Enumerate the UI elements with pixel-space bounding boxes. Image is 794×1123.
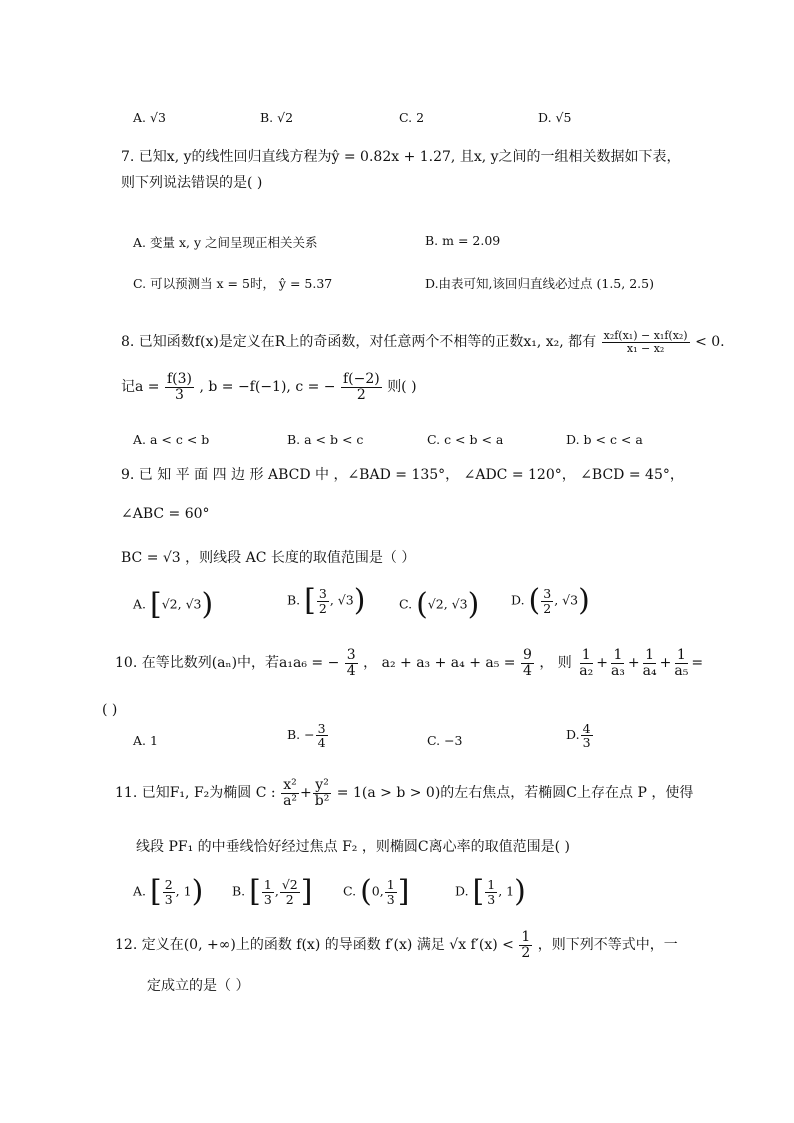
q8-fraction-denominator: x₁ − x₂ — [626, 341, 665, 355]
q11-option-b: B. [ $\frac{1}{3}$ , $\frac{√2}{2}$ ] — [232, 874, 313, 909]
q10-option-b-label: B. − — [287, 727, 315, 743]
q8-tail: < 0. — [695, 334, 725, 351]
q11-tail: = 1(a > b > 0)的左右焦点，若椭圆C上存在点 P ，使得 — [336, 785, 694, 802]
q10-option-c: C. −3 — [427, 733, 463, 748]
q11-option-b-label: B. — [232, 883, 246, 899]
q11-option-a-denominator: 3 — [164, 891, 173, 907]
q11-option-d-rest: , 1 — [498, 883, 515, 899]
q10-option-d-numerator: 4 — [582, 721, 591, 736]
q9-option-b-label: B. — [287, 592, 301, 608]
q9-option-a-value: √2, √3 — [161, 596, 202, 612]
q10-sum-term-3-denominator: a₄ — [642, 662, 657, 679]
q10-sum-term-1 — [577, 648, 595, 678]
q11-option-c-prefix: 0, — [371, 883, 384, 899]
q9-option-b-denominator: 2 — [318, 600, 327, 616]
q9-option-d-numerator: 3 — [543, 586, 552, 602]
q11-option-b-denominator-1: 3 — [263, 891, 272, 907]
q9-option-c-value: √2, √3 — [427, 596, 468, 612]
q10-option-d-denominator: 3 — [582, 735, 591, 751]
q9-stem-line2: ∠ABC = 60° — [121, 506, 210, 522]
q11-option-c-label: C. — [343, 883, 357, 899]
q10-stem-line1: 10. 在等比数列(aₙ)中，若a₁a₆ = − $\frac{3}{4}$ ， a₂ + a₃ + a₄ + a₅ = $\frac{9}{4}$ ， 则 $\frac{1}{\text{a₂}}$ + $\frac{1}{\text{a₃}}$ + $\frac{1}{\text{a₄}}$ + $\frac{1}{\text{a₅}}$ = — [115, 647, 704, 679]
q8-lead: 8. 已知函数f(x)是定义在R上的奇函数，对任意两个不相等的正数x₁, x₂, 都有 — [121, 334, 597, 351]
q8-a-numerator: f(3) — [166, 371, 192, 387]
q8-option-a: A. a < c < b — [133, 432, 210, 447]
q7-option-b: B. m = 2.09 — [425, 233, 501, 248]
q9-option-b-numerator: 3 — [318, 586, 327, 602]
q10-sum-term-3 — [641, 648, 659, 678]
q11-option-c-numerator: 1 — [386, 877, 395, 893]
q7-stem-line1: 7. 已知x, y的线性回归直线方程为ŷ = 0.82x + 1.27, 且x, y之间的一组相关数据如下表， — [121, 149, 681, 165]
q10-option-b-fraction — [316, 722, 328, 749]
q11-x-denominator: a² — [283, 792, 298, 809]
q8-answer-paren: 则( ) — [387, 379, 417, 396]
left-paren-icon: ( — [416, 587, 428, 622]
q11-y-term — [313, 778, 332, 808]
right-paren-icon: ) — [514, 874, 526, 909]
q9-option-b-value: , √3 — [329, 592, 354, 608]
q12-fraction-denominator: 2 — [521, 944, 531, 961]
q8-condition-fraction — [602, 330, 690, 354]
q11-option-b-numerator-2: √2 — [281, 877, 298, 893]
q8-option-b: B. a < b < c — [287, 432, 364, 447]
q7-option-a: A. 变量 x, y 之间呈现正相关关系 — [133, 235, 318, 250]
q9-option-c-label: C. — [399, 596, 413, 612]
left-paren-icon: ( — [528, 583, 541, 618]
q10-option-d-fraction — [581, 722, 593, 749]
q10-sum-term-2-denominator: a₃ — [610, 662, 625, 679]
q10-answer-paren: ( ) — [102, 702, 118, 718]
q11-option-b-fraction-1 — [262, 878, 274, 905]
q10-fraction-1-numerator: 3 — [346, 647, 356, 663]
q10-fraction-2 — [521, 648, 534, 678]
left-bracket-icon: [ — [249, 874, 261, 909]
right-bracket-icon: ] — [300, 874, 313, 909]
q6-option-c: C. 2 — [399, 110, 425, 125]
q11-option-c — [343, 874, 410, 909]
left-paren-icon: ( — [360, 874, 372, 909]
q8-c-denominator: 2 — [356, 386, 366, 403]
q11-option-a-fraction — [163, 878, 175, 905]
q11-plus: + — [300, 785, 312, 802]
q11-option-d-numerator: 1 — [487, 877, 496, 893]
q11-y-denominator: b² — [314, 792, 330, 809]
left-bracket-icon: [ — [472, 874, 485, 909]
q10-fraction-2-numerator: 9 — [522, 647, 532, 663]
q10-sum-term-3-numerator: 1 — [645, 647, 655, 663]
q10-option-b — [287, 722, 329, 749]
q8-option-d: D. b < c < a — [566, 432, 643, 447]
q11-option-a-numerator: 2 — [164, 877, 173, 893]
q10-tail: ， 则 — [539, 655, 572, 672]
q10-option-a: A. 1 — [133, 733, 158, 748]
q10-fraction-1-denominator: 4 — [346, 662, 356, 679]
q9-option-a — [133, 587, 214, 622]
q8-option-c: C. c < b < a — [427, 432, 504, 447]
q12-fraction-numerator: 1 — [521, 929, 531, 945]
q8-stem-line2 — [121, 372, 417, 402]
q11-option-d-label: D. — [455, 883, 469, 899]
q7-stem-line2: 则下列说法错误的是( ) — [121, 175, 263, 191]
q11-option-a-rest: , 1 — [175, 883, 192, 899]
q9-option-b-fraction — [317, 587, 329, 614]
q8-fraction-numerator: x₂f(x₁) − x₁f(x₂) — [603, 329, 688, 342]
q11-option-d-fraction — [485, 878, 497, 905]
q12-fraction — [519, 930, 532, 960]
q9-option-a-label: A. — [133, 596, 147, 612]
q10-sum-term-1-numerator: 1 — [581, 647, 591, 663]
q11-stem-line1 — [115, 778, 693, 808]
q8-c-numerator: f(−2) — [342, 371, 380, 387]
right-paren-icon: ) — [353, 583, 366, 618]
q6-option-b: B. √2 — [260, 110, 294, 125]
q11-lead: 11. 已知F₁, F₂为椭圆 C : — [115, 785, 276, 802]
q12-lead: 12. 定义在(0, +∞)上的函数 f(x) 的导函数 f′(x) 满足 √x f′(x) < — [115, 937, 514, 954]
q8-def-bc: , b = −f(−1), c = − — [199, 379, 336, 396]
q10-option-d — [566, 722, 594, 749]
q10-middle: ， a₂ + a₃ + a₄ + a₅ = — [363, 655, 516, 672]
q6-option-d: D. √5 — [538, 110, 572, 125]
q9-option-d-fraction — [541, 587, 553, 614]
q11-option-c-fraction — [385, 878, 397, 905]
q9-option-d-label: D. — [511, 592, 525, 608]
q10-sum-term-2-numerator: 1 — [613, 647, 623, 663]
q10-sum-term-4-denominator: a₅ — [674, 662, 689, 679]
q11-x-term — [281, 778, 299, 808]
q8-c-fraction — [341, 372, 382, 402]
q9-option-b — [287, 583, 366, 618]
q8-def-a: 记a = — [121, 379, 160, 396]
right-bracket-icon: ] — [397, 874, 410, 909]
q8-a-fraction — [165, 372, 194, 402]
q11-option-b-denominator-2: 2 — [285, 891, 294, 907]
q10-sum-term-4 — [672, 648, 690, 678]
q7-option-c: C. 可以预测当 x = 5时， ŷ = 5.37 — [133, 276, 333, 291]
q9-option-c — [399, 587, 480, 622]
right-paren-icon: ) — [201, 587, 214, 622]
q8-a-denominator: 3 — [175, 386, 184, 403]
q12-tail: ，则下列不等式中，一 — [537, 937, 678, 954]
q9-stem-line1: 9. 已 知 平 面 四 边 形 ABCD 中 ，∠BAD = 135°， ∠ADC = 120°， ∠BCD = 45°， — [121, 467, 684, 483]
q10-option-d-label: D. — [566, 727, 580, 743]
q8-stem-line1 — [121, 330, 725, 354]
q10-fraction-1 — [345, 648, 358, 678]
q10-option-b-denominator: 4 — [317, 735, 326, 751]
q11-option-a — [133, 874, 204, 909]
q9-option-d-value: , √3 — [554, 592, 579, 608]
q10-option-b-numerator: 3 — [317, 721, 326, 736]
q11-y-numerator: y² — [315, 777, 329, 793]
right-paren-icon: ) — [467, 587, 480, 622]
q10-sum-term-1-denominator: a₂ — [579, 662, 594, 679]
q11-option-c-denominator: 3 — [386, 891, 395, 907]
q10-sum-term-4-numerator: 1 — [676, 647, 686, 663]
q11-x-numerator: x² — [283, 777, 297, 793]
q10-fraction-2-denominator: 4 — [522, 662, 532, 679]
q10-sum-term-2 — [609, 648, 627, 678]
q9-stem-line3: BC = √3 ，则线段 AC 长度的取值范围是（ ） — [121, 550, 416, 566]
q12-stem-line1 — [115, 930, 678, 960]
q11-option-a-label: A. — [133, 883, 147, 899]
q11-option-d — [455, 874, 526, 909]
left-bracket-icon: [ — [150, 874, 162, 909]
q9-option-d-denominator: 2 — [543, 600, 552, 616]
right-paren-icon: ) — [578, 583, 590, 618]
q11-stem-line2: 线段 PF₁ 的中垂线恰好经过焦点 F₂ ，则椭圆C离心率的取值范围是( ) — [136, 839, 570, 855]
q7-option-d: D.由表可知,该回归直线必过点 (1.5, 2.5) — [425, 276, 654, 291]
left-bracket-icon: [ — [304, 583, 316, 618]
q12-stem-line2: 定成立的是（ ） — [147, 978, 250, 994]
right-paren-icon: ) — [191, 874, 204, 909]
q11-option-b-numerator-1: 1 — [263, 877, 272, 893]
q9-option-d — [511, 583, 590, 618]
q11-option-b-fraction-2 — [280, 878, 300, 905]
left-bracket-icon: [ — [150, 587, 162, 622]
q11-option-d-denominator: 3 — [487, 891, 496, 907]
q10-lead: 10. 在等比数列(aₙ)中，若a₁a₆ = − — [115, 655, 340, 672]
q6-option-a: A. √3 — [133, 110, 166, 125]
